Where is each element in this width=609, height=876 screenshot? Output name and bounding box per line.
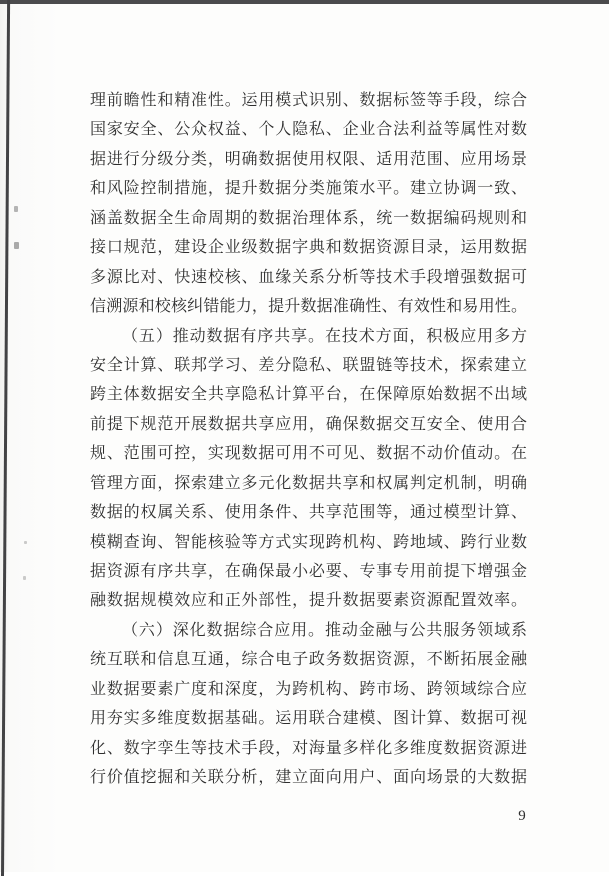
- text-line: 跨主体数据安全共享隐私计算平台，在保障原始数据不出域: [90, 386, 527, 404]
- text-line: 信溯源和校核纠错能力，提升数据准确性、有效性和易用性。: [90, 298, 527, 316]
- text-line: 据进行分级分类，明确数据使用权限、适用范围、应用场景: [90, 150, 527, 168]
- text-line: 行价值挖掘和关联分析，建立面向用户、面向场景的大数据: [90, 769, 527, 787]
- text-line: 国家安全、公众权益、个人隐私、企业合法利益等属性对数: [90, 121, 527, 139]
- text-line: 统互联和信息互通，综合电子政务数据资源，不断拓展金融: [90, 651, 527, 669]
- text-line: 模糊查询、智能核验等方式实现跨机构、跨地域、跨行业数: [90, 533, 527, 551]
- text-line: 管理方面，探索建立多元化数据共享和权属判定机制，明确: [90, 474, 527, 492]
- scan-speck: [23, 576, 26, 580]
- scan-speck: [14, 242, 19, 249]
- text-line: 业数据要素广度和深度，为跨机构、跨市场、跨领域综合应: [90, 680, 527, 698]
- scan-edge-top: [0, 0, 609, 4]
- scan-speck: [24, 541, 27, 544]
- text-line: 理前瞻性和精准性。运用模式识别、数据标签等手段，综合: [90, 92, 527, 109]
- text-line: 接口规范，建设企业级数据字典和数据资源目录，运用数据: [90, 239, 527, 257]
- text-line: 前提下规范开展数据共享应用，确保数据交互安全、使用合: [90, 415, 527, 433]
- text-line: 规、范围可控，实现数据可用不可见、数据不动价值动。在: [90, 445, 527, 463]
- text-line: 涵盖数据全生命周期的数据治理体系，统一数据编码规则和: [90, 209, 527, 227]
- text-line: 融数据规模效应和正外部性，提升数据要素资源配置效率。: [90, 592, 527, 610]
- scan-speck: [14, 206, 18, 212]
- text-line-paragraph-start: （六）深化数据综合应用。推动金融与公共服务领域系: [122, 621, 527, 639]
- text-line: 据资源有序共享，在确保最小必要、专事专用前提下增强金: [90, 563, 527, 580]
- page-number: 9: [518, 808, 526, 824]
- text-line: 数据的权属关系、使用条件、共享范围等，通过模型计算、: [90, 504, 527, 522]
- text-line: 用夯实多维度数据基础。运用联合建模、图计算、数据可视: [90, 710, 527, 728]
- scan-edge-left: [1, 0, 10, 876]
- text-line: 和风险控制措施，提升数据分类施策水平。建立协调一致、: [90, 180, 527, 198]
- text-line: 化、数字孪生等技术手段，对海量多样化多维度数据资源进: [90, 739, 527, 757]
- text-line-paragraph-start: （五）推动数据有序共享。在技术方面，积极应用多方: [122, 327, 527, 345]
- text-line: 安全计算、联邦学习、差分隐私、联盟链等技术，探索建立: [90, 356, 527, 374]
- body-text: [90, 86, 527, 793]
- text-line: 多源比对、快速校核、血缘关系分析等技术手段增强数据可: [90, 268, 527, 286]
